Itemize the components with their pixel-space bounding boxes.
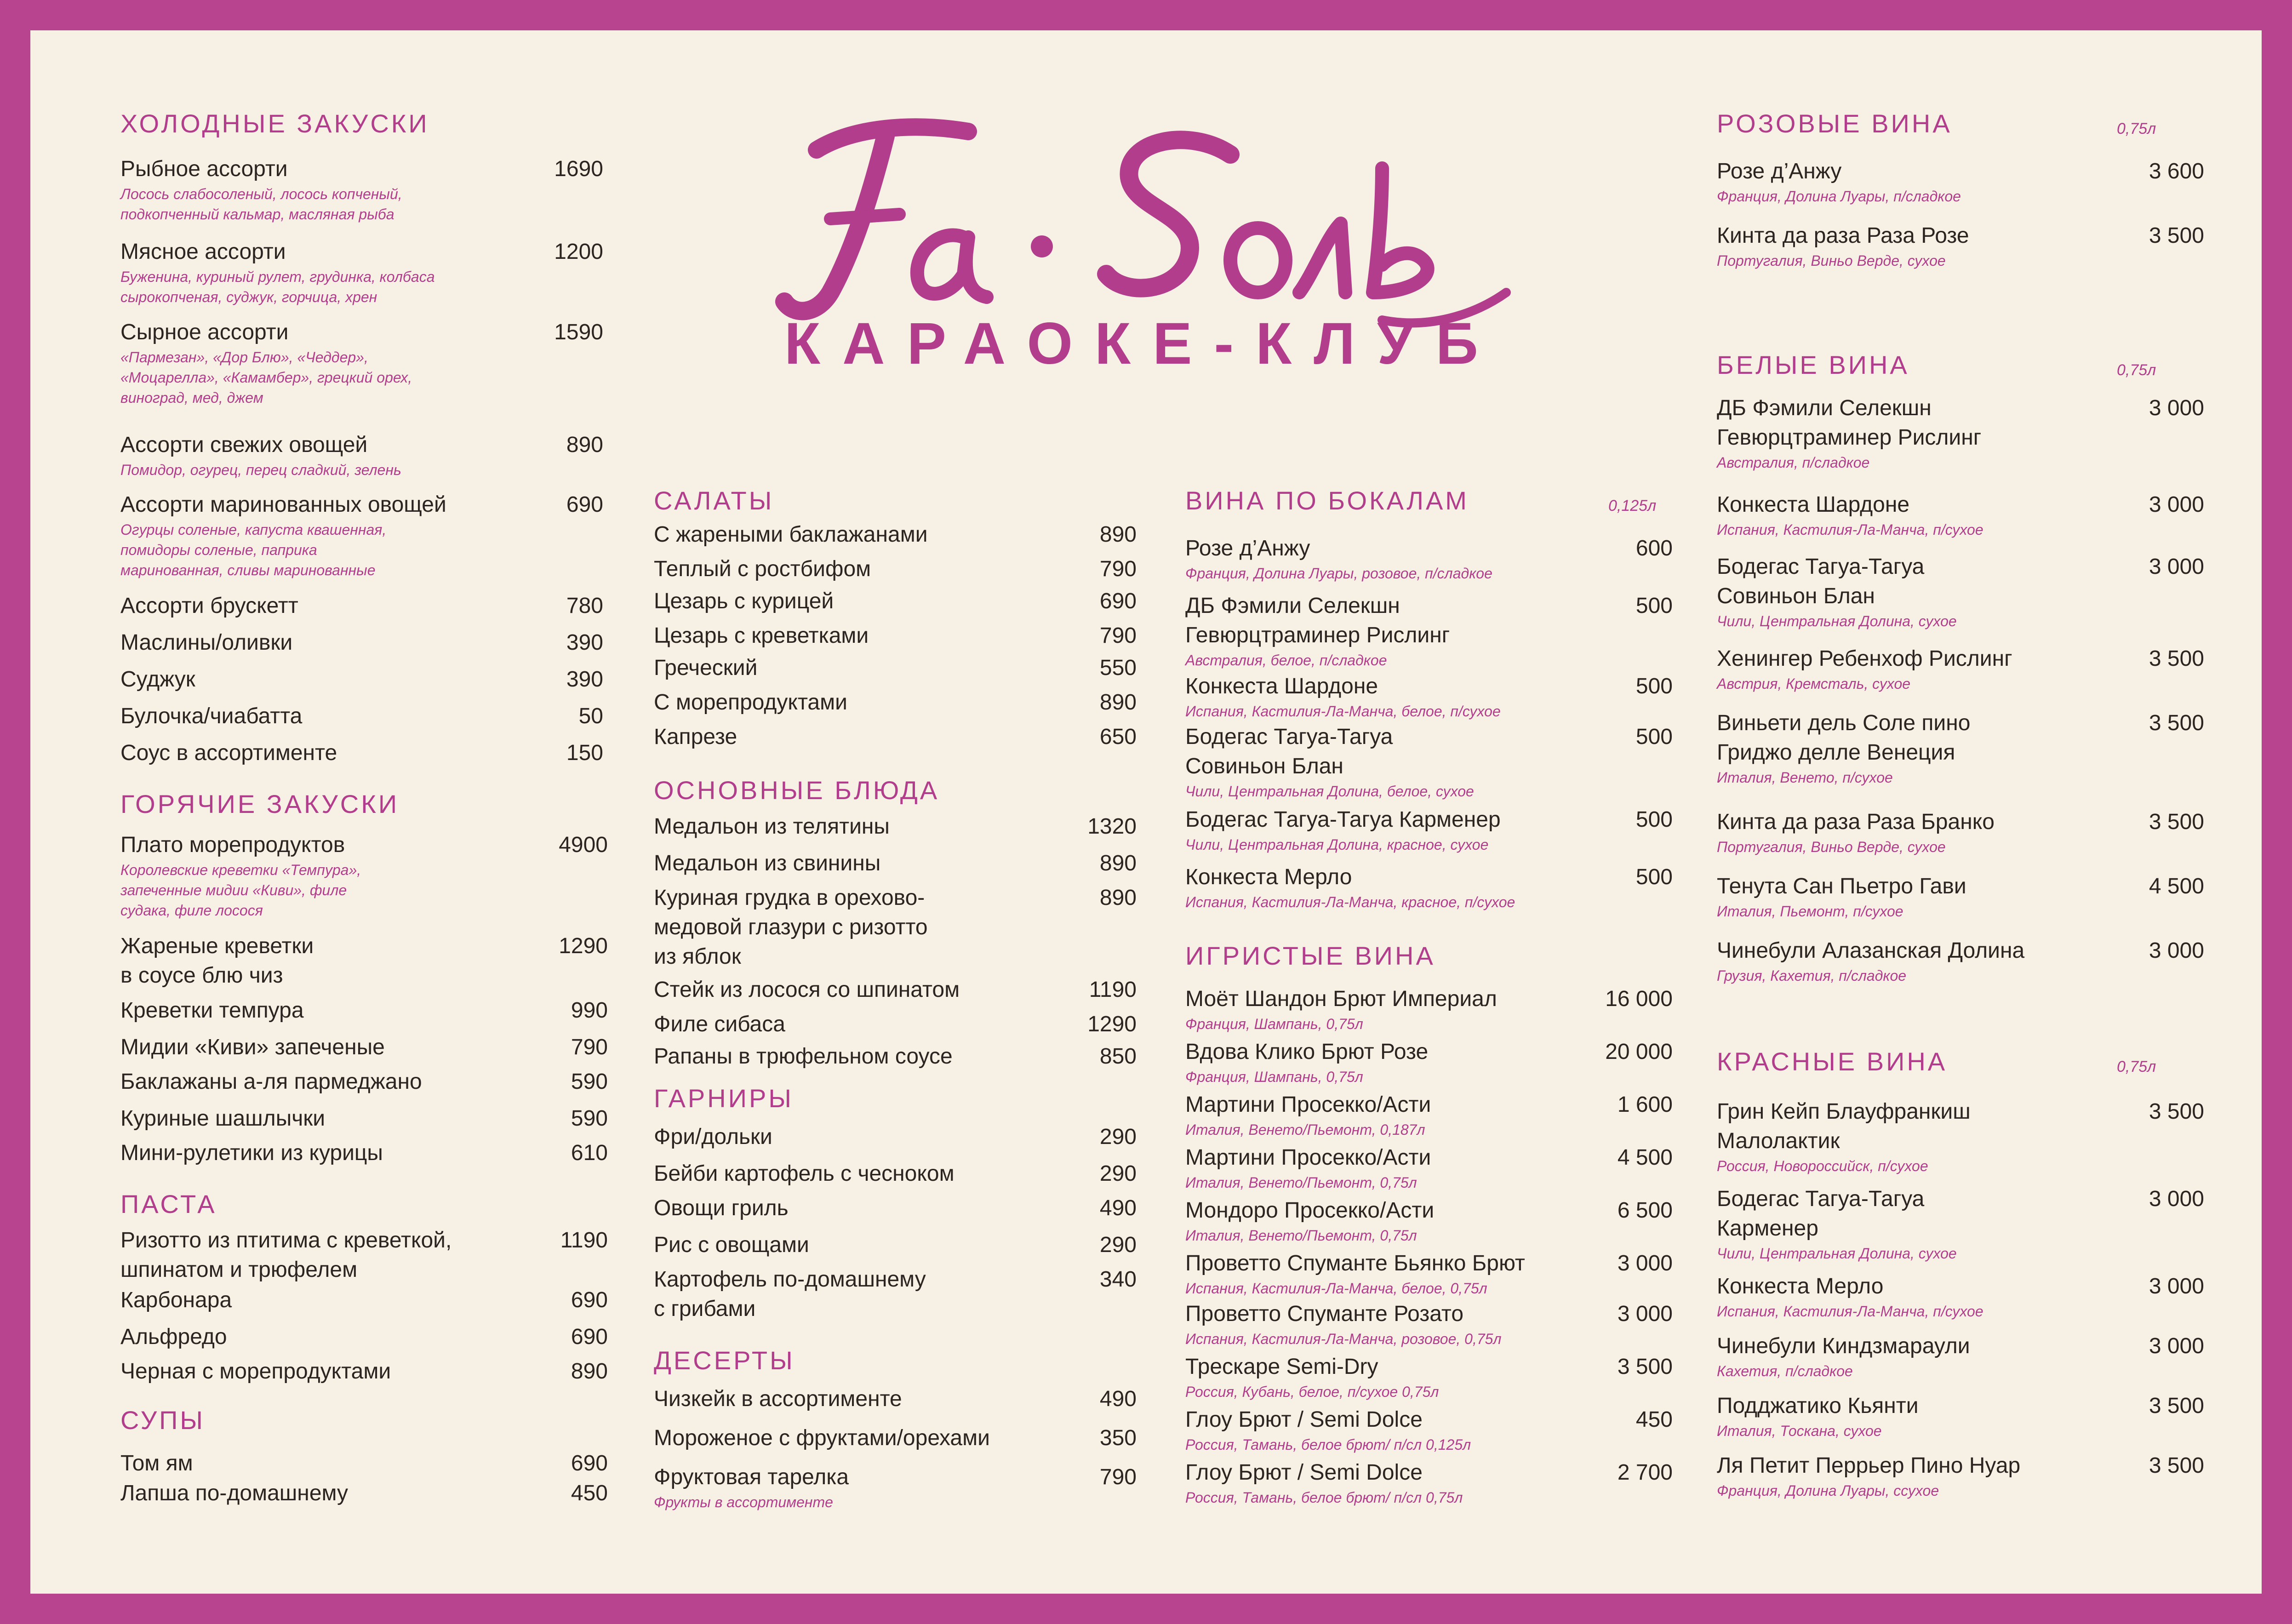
item-name: Овощи гриль [654,1196,789,1220]
item-price: 450 [1635,1407,1673,1432]
item-name: Маслины/оливки [120,630,293,655]
section-title-sparkling: ИГРИСТЫЕ ВИНА [1185,941,1435,970]
item-description: Помидор, огурец, перец сладкий, зелень [120,462,401,478]
item-price: 2 700 [1617,1460,1673,1485]
desserts-item [654,1424,1137,1453]
item-name: Трескаре Semi-Dry [1185,1355,1378,1379]
salads-item [654,621,1137,651]
item-description: Италия, Венето/Пьемонт, 0,75л [1185,1174,1417,1191]
hot-item [120,1104,608,1133]
logo-text: Fa·Soль [748,96,766,101]
hot-item [120,996,608,1025]
item-name: Розе д’Анжу [1717,159,1842,183]
hot-item [120,1067,608,1097]
section-title-soups: СУПЫ [120,1406,205,1435]
salads-item [654,555,1137,584]
white-item [1717,807,2204,857]
item-price: 1320 [1087,814,1137,839]
item-price: 790 [1099,557,1137,581]
item-description: Австрия, Кремсталь, сухое [1717,675,1911,692]
item-description: Италия, Венето, п/сухое [1717,769,1893,786]
item-price: 890 [1099,690,1137,715]
sparkling-item [1185,1352,1673,1402]
item-name: Бодегас Тагуа-Тагуа Совиньон Блан [1717,555,1925,608]
glass-item [1185,722,1673,801]
item-price: 790 [1099,1465,1137,1489]
item-description: Фрукты в ассортименте [654,1494,833,1510]
item-price: 3 500 [2149,810,2204,834]
item-description: «Пармезан», «Дор Блю», «Чеддер», «Моцарелла», «Камамбер», грецкий орех, виноград, мед, джем [120,349,412,406]
item-price: 390 [566,630,603,655]
item-price: 610 [571,1141,608,1165]
item-description: Чили, Центральная Долина, сухое [1717,1245,1957,1262]
item-price: 500 [1635,807,1673,832]
item-name: ДБ Фэмили Селекшн Гевюрцтраминер Рислинг [1717,396,1982,450]
item-name: Куриная грудка в орехово- медовой глазури с ризотто из яблок [654,886,928,969]
item-price: 590 [571,1069,608,1094]
item-name: Цезарь с курицей [654,589,834,613]
item-price: 3 500 [2149,223,2204,248]
pasta-item [120,1357,608,1386]
item-name: Мидии «Киви» запеченые [120,1035,385,1059]
sparkling-item [1185,1037,1673,1087]
item-description: Франция, Шампань, 0,75л [1185,1016,1363,1032]
item-name: Бодегас Тагуа-Тагуа Совиньон Блан [1185,725,1393,778]
section-title-glass: ВИНА ПО БОКАЛАМ [1185,486,1469,515]
red-item [1717,1451,2204,1501]
item-description: Чили, Центральная Долина, белое, сухое [1185,783,1474,800]
item-price: 890 [1099,522,1137,547]
white-item [1717,394,2204,473]
rose-item [1717,157,2204,206]
item-name: Куриные шашлычки [120,1106,326,1131]
item-price: 1 600 [1617,1092,1673,1117]
pasta-item [120,1226,608,1285]
item-name: Карбонара [120,1288,232,1312]
item-price: 500 [1635,865,1673,889]
mains-item [654,1010,1137,1039]
rose-item [1717,221,2204,271]
white-item [1717,552,2204,631]
item-name: Медальон из телятины [654,814,890,839]
salads-item [654,653,1137,683]
section-title-white: БЕЛЫЕ ВИНА [1717,350,1909,379]
volume-glass: 0,125л [1608,497,1657,515]
item-name: Конкеста Шардоне [1185,674,1378,698]
item-price: 50 [578,704,603,728]
item-price: 3 000 [2149,396,2204,420]
item-description: Италия, Пьемонт, п/сухое [1717,903,1903,920]
item-name: Конкеста Мерло [1717,1274,1884,1298]
item-description: Испания, Кастилия-Ла-Манча, белое, 0,75л [1185,1280,1487,1297]
sparkling-item [1185,1405,1673,1455]
section-title-red: КРАСНЫЕ ВИНА [1717,1047,1948,1076]
item-price: 890 [571,1359,608,1384]
item-price: 490 [1099,1196,1137,1220]
item-name: Грин Кейп Блауфранкиш Малолактик [1717,1099,1971,1153]
item-description: Грузия, Кахетия, п/сладкое [1717,967,1907,984]
white-item [1717,936,2204,986]
section-title-desserts: ДЕСЕРТЫ [654,1346,795,1375]
item-name: Медальон из свинины [654,851,881,875]
item-price: 1190 [1089,978,1137,1002]
item-price: 3 000 [2149,1334,2204,1358]
item-price: 690 [571,1451,608,1475]
red-item [1717,1184,2204,1264]
item-name: Розе д’Анжу [1185,536,1310,560]
item-name: Греческий [654,656,758,680]
item-name: Черная с морепродуктами [120,1359,391,1384]
item-name: Глоу Брют / Semi Dolce [1185,1460,1423,1485]
mains-item [654,975,1137,1005]
white-item [1717,490,2204,540]
item-name: Мороженое с фруктами/орехами [654,1426,990,1450]
item-price: 990 [571,998,608,1023]
item-name: Виньети дель Соле пино Гриджо делле Венеция [1717,711,1971,765]
item-name: Мартини Просекко/Асти [1185,1145,1431,1170]
sides-item [654,1122,1137,1152]
item-description: Франция, Долина Луары, ссухое [1717,1482,1939,1499]
item-name: Ассорти брускетт [120,594,298,618]
cold-item [120,430,603,480]
sides-item [654,1159,1137,1189]
sides-item [654,1265,1137,1324]
item-price: 890 [1099,886,1137,910]
sparkling-item [1185,1143,1673,1193]
item-price: 500 [1635,674,1673,698]
item-name: Конкеста Мерло [1185,865,1352,889]
section-title-sides: ГАРНИРЫ [654,1084,794,1113]
item-description: Португалия, Виньо Верде, сухое [1717,839,1946,855]
item-price: 690 [1099,589,1137,613]
item-name: Проветто Спуманте Розато [1185,1302,1464,1326]
soups-item [120,1479,608,1508]
item-price: 780 [566,594,603,618]
item-name: Ризотто из птитима с креветкой, шпинатом и трюфелем [120,1228,452,1282]
item-price: 3 500 [1617,1355,1673,1379]
item-name: Альфредо [120,1325,227,1349]
white-item [1717,644,2204,694]
item-name: Рис с овощами [654,1233,809,1257]
volume-white: 0,75л [2117,361,2156,379]
item-price: 3 500 [2149,1453,2204,1478]
item-description: Австралия, белое, п/сладкое [1185,652,1387,669]
item-description: Испания, Кастилия-Ла-Манча, красное, п/сухое [1185,894,1515,910]
cold-item [120,628,603,658]
item-name: Подджатико Кьянти [1717,1394,1919,1418]
sparkling-item [1185,1090,1673,1140]
item-price: 1190 [560,1228,608,1252]
desserts-item [654,1384,1137,1414]
item-price: 590 [571,1106,608,1131]
item-name: Бодегас Тагуа-Тагуа Карменер [1185,807,1501,832]
item-name: Ассорти свежих овощей [120,433,368,457]
red-item [1717,1272,2204,1321]
item-description: Испания, Кастилия-Ла-Манча, п/сухое [1717,521,1983,538]
glass-item [1185,672,1673,721]
item-name: Проветто Спуманте Бьянко Брют [1185,1251,1525,1275]
item-price: 890 [566,433,603,457]
item-name: Глоу Брют / Semi Dolce [1185,1407,1423,1432]
salads-item [654,587,1137,616]
red-item [1717,1391,2204,1441]
item-description: Италия, Венето/Пьемонт, 0,187л [1185,1121,1425,1138]
item-price: 1590 [554,320,603,344]
glass-item [1185,591,1673,670]
item-price: 3 000 [2149,1187,2204,1211]
cold-item [120,702,603,731]
item-name: Чинебули Алазанская Долина [1717,938,2025,963]
item-price: 3 000 [1617,1302,1673,1326]
item-description: Италия, Венето/Пьемонт, 0,75л [1185,1227,1417,1244]
item-description: Россия, Кубань, белое, п/сухое 0,75л [1185,1384,1439,1400]
item-price: 790 [571,1035,608,1059]
item-price: 3 000 [2149,938,2204,963]
item-price: 3 000 [2149,1274,2204,1298]
item-name: Том ям [120,1451,193,1475]
item-price: 500 [1635,594,1673,618]
cold-item [120,490,603,580]
column-food-left [120,30,631,1594]
item-price: 290 [1099,1125,1137,1149]
item-description: Испания, Кастилия-Ла-Манча, розовое, 0,75л [1185,1331,1502,1347]
item-price: 4900 [559,833,608,857]
cold-item [120,738,603,768]
item-description: Россия, Новороссийск, п/сухое [1717,1158,1928,1174]
item-name: Тенута Сан Пьетро Гави [1717,874,1966,898]
item-description: Испания, Кастилия-Ла-Манча, п/сухое [1717,1303,1983,1320]
item-name: Ля Петит Перрьер Пино Нуар [1717,1453,2021,1478]
item-description: Огурцы соленые, капуста квашенная, помидоры соленые, паприка маринованная, сливы маринованные [120,521,387,578]
item-name: Сырное ассорти [120,320,289,344]
item-price: 690 [571,1325,608,1349]
pasta-item [120,1322,608,1352]
salads-item [654,520,1137,549]
white-item [1717,872,2204,921]
item-price: 1690 [554,157,603,181]
item-description: Россия, Тамань, белое брют/ п/сл 0,75л [1185,1489,1463,1506]
item-name: ДБ Фэмили Селекшн Гевюрцтраминер Рислинг [1185,594,1450,647]
salads-item [654,722,1137,752]
item-name: Креветки темпура [120,998,304,1023]
glass-item [1185,863,1673,912]
column-food-middle [654,30,1141,1594]
item-name: Жареные креветки в соусе блю чиз [120,934,314,988]
salads-item [654,688,1137,717]
section-title-mains: ОСНОВНЫЕ БЛЮДА [654,776,940,805]
cold-item [120,318,603,408]
item-name: Мартини Просекко/Асти [1185,1092,1431,1117]
desserts-item [654,1463,1137,1512]
item-name: Капрезе [654,725,737,749]
item-price: 150 [566,741,603,765]
hot-item [120,1138,608,1168]
item-price: 4 500 [1617,1145,1673,1170]
cold-item [120,154,603,224]
section-title-cold: ХОЛОДНЫЕ ЗАКУСКИ [120,109,429,138]
pasta-item [120,1286,608,1315]
item-price: 550 [1099,656,1137,680]
item-description: Франция, Долина Луары, розовое, п/сладкое [1185,565,1492,582]
item-name: Конкеста Шардоне [1717,492,1910,517]
item-name: Плато морепродуктов [120,833,345,857]
hot-item [120,1033,608,1062]
hot-item [120,932,608,990]
item-name: Филе сибаса [654,1012,785,1036]
item-description: Франция, Шампань, 0,75л [1185,1069,1363,1085]
soups-item [120,1449,608,1478]
item-price: 500 [1635,725,1673,749]
item-price: 20 000 [1605,1040,1673,1064]
item-name: Теплый с ростбифом [654,557,871,581]
volume-rose: 0,75л [2117,120,2156,137]
section-title-salads: САЛАТЫ [654,486,774,515]
item-name: Ассорти маринованных овощей [120,492,446,517]
section-title-pasta: ПАСТА [120,1189,217,1218]
item-price: 850 [1099,1044,1137,1069]
item-name: Соус в ассортименте [120,741,337,765]
item-description: Италия, Тоскана, сухое [1717,1423,1882,1439]
cold-item [120,591,603,621]
sparkling-item [1185,1458,1673,1508]
item-name: Кинта да раза Раза Розе [1717,223,1969,248]
item-price: 3 000 [1617,1251,1673,1275]
cold-item [120,237,603,307]
item-price: 3 500 [2149,646,2204,671]
brand-subtitle: КАРАОКЕ-КЛУБ [784,311,1500,377]
item-price: 450 [571,1481,608,1505]
menu-page [30,30,2262,1594]
item-description: Испания, Кастилия-Ла-Манча, белое, п/сухое [1185,703,1501,720]
column-wines-glass [1185,30,1691,1594]
item-description: Кахетия, п/сладкое [1717,1363,1853,1379]
item-name: Мондоро Просекко/Асти [1185,1198,1435,1223]
item-price: 490 [1099,1387,1137,1411]
sparkling-item [1185,1196,1673,1246]
item-name: Чинебули Киндзмараули [1717,1334,1970,1358]
item-name: С морепродуктами [654,690,847,715]
item-description: Чили, Центральная Долина, красное, сухое [1185,836,1489,853]
item-name: Мясное ассорти [120,240,286,264]
item-description: Буженина, куриный рулет, грудинка, колбаса сырокопченая, суджук, горчица, хрен [120,269,435,305]
volume-red: 0,75л [2117,1058,2156,1075]
item-price: 340 [1099,1267,1137,1292]
item-name: Бейби картофель с чесноком [654,1161,955,1186]
item-description: Чили, Центральная Долина, сухое [1717,613,1957,629]
item-price: 1200 [554,240,603,264]
item-name: Стейк из лосося со шпинатом [654,978,960,1002]
item-price: 3 000 [2149,555,2204,579]
cold-item [120,665,603,694]
item-price: 3 500 [2149,711,2204,735]
item-price: 600 [1635,536,1673,560]
sparkling-item [1185,1299,1673,1349]
mains-item [654,883,1137,972]
item-name: Лапша по-домашнему [120,1481,349,1505]
item-price: 3 600 [2149,159,2204,183]
item-name: Рапаны в трюфельном соусе [654,1044,953,1069]
red-item [1717,1332,2204,1381]
mains-item [654,1042,1137,1071]
item-name: Мини-рулетики из курицы [120,1141,383,1165]
item-name: Фруктовая тарелка [654,1465,849,1489]
sides-item [654,1194,1137,1223]
white-item [1717,709,2204,788]
item-name: Кинта да раза Раза Бранко [1717,810,1995,834]
column-wines-bottle [1717,30,2213,1594]
item-name: Моёт Шандон Брют Империал [1185,987,1497,1011]
item-description: Королевские креветки «Темпура», запеченные мидии «Киви», филе судака, филе лосося [120,862,361,919]
item-description: Россия, Тамань, белое брют/ п/сл 0,125л [1185,1436,1471,1453]
item-name: Цезарь с креветками [654,623,869,648]
item-name: Рыбное ассорти [120,157,288,181]
item-price: 3 500 [2149,1099,2204,1124]
section-title-rose: РОЗОВЫЕ ВИНА [1717,109,1952,138]
item-description: Франция, Долина Луары, п/сладкое [1717,188,1961,205]
item-price: 1290 [559,934,608,958]
item-name: Фри/дольки [654,1125,772,1149]
item-price: 16 000 [1605,987,1673,1011]
item-price: 390 [566,667,603,692]
sparkling-item [1185,1249,1673,1298]
red-item [1717,1097,2204,1176]
item-name: Бодегас Тагуа-Тагуа Карменер [1717,1187,1925,1241]
item-price: 690 [566,492,603,517]
item-price: 290 [1099,1161,1137,1186]
item-name: Чизкейк в ассортименте [654,1387,902,1411]
sides-item [654,1230,1137,1260]
glass-item [1185,534,1673,583]
sparkling-item [1185,984,1673,1034]
section-title-hot: ГОРЯЧИЕ ЗАКУСКИ [120,789,400,818]
item-price: 290 [1099,1233,1137,1257]
mains-item [654,849,1137,878]
item-name: Картофель по-домашнему с грибами [654,1267,926,1321]
item-description: Португалия, Виньо Верде, сухое [1717,252,1946,269]
hot-item [120,830,608,921]
item-price: 3 500 [2149,1394,2204,1418]
item-price: 890 [1099,851,1137,875]
item-description: Австралия, п/сладкое [1717,454,1870,471]
item-name: Хенингер Ребенхоф Рислинг [1717,646,2012,671]
mains-item [654,812,1137,841]
item-price: 1290 [1087,1012,1137,1036]
glass-item [1185,805,1673,855]
item-name: Баклажаны а-ля пармеджано [120,1069,422,1094]
item-name: Суджук [120,667,195,692]
item-price: 4 500 [2149,874,2204,898]
item-price: 3 000 [2149,492,2204,517]
item-name: Вдова Клико Брют Розе [1185,1040,1429,1064]
item-description: Лосось слабосоленый, лосось копченый, подкопченный кальмар, масляная рыба [120,186,402,223]
item-price: 650 [1099,725,1137,749]
item-name: Булочка/чиабатта [120,704,303,728]
item-price: 6 500 [1617,1198,1673,1223]
item-price: 790 [1099,623,1137,648]
item-price: 690 [571,1288,608,1312]
item-price: 350 [1099,1426,1137,1450]
item-name: С жареными баклажанами [654,522,928,547]
